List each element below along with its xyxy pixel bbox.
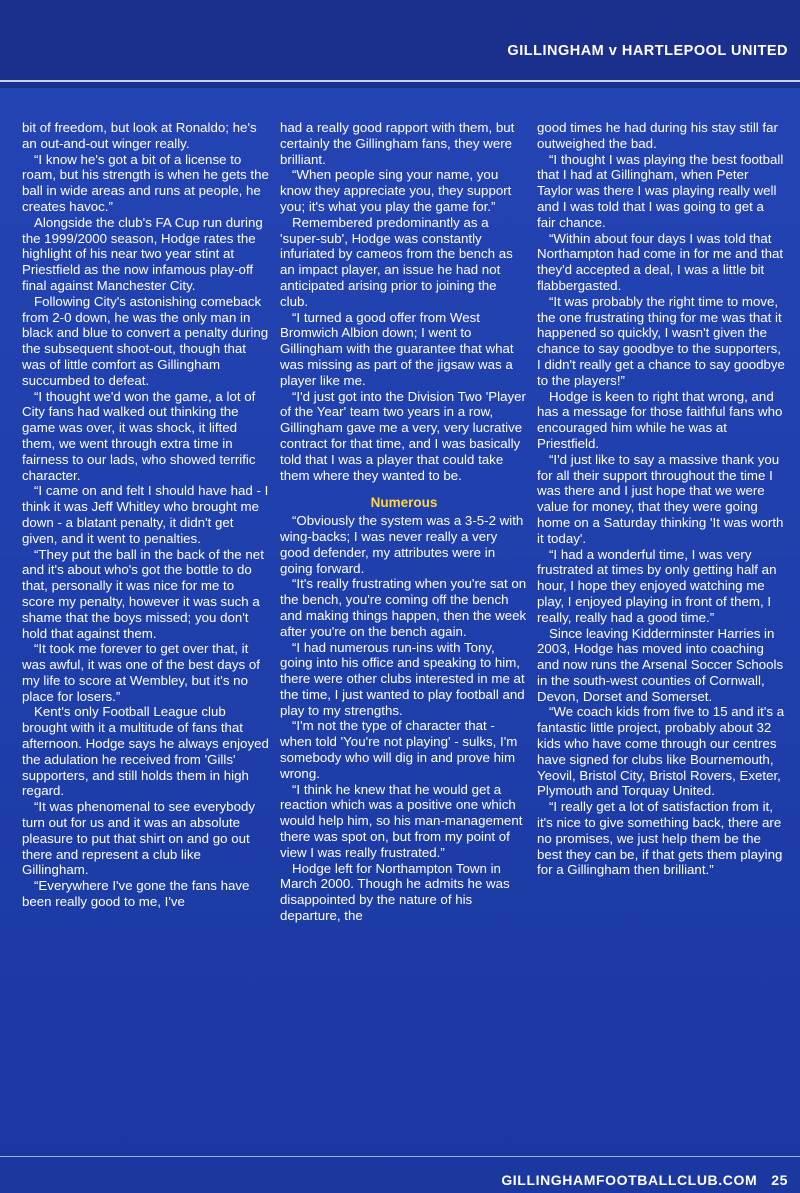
paragraph: “It's really frustrating when you're sat on the bench, you're coming off the bench and making things happen, then the week after you're on the bench again. (280, 576, 527, 639)
footer-website: GILLINGHAMFOOTBALLCLUB.COM (501, 1172, 758, 1188)
footer-divider (0, 1156, 800, 1157)
article-column-2 (280, 120, 528, 924)
paragraph: “It was probably the right time to move, the one frustrating thing for me was that it happened so quickly, I wasn't given the chance to say goodbye to the supporters, I didn't really get a chance to say goodbye to the players!” (537, 293, 785, 388)
paragraph: “They put the ball in the back of the net and it's about who's got the bottle to do that, personally it was nice for me to score my penalty, however it was such a shame that the boys missed; you don't hold that against them. (22, 546, 264, 641)
paragraph: had a really good rapport with them, but certainly the Gillingham fans, they were brilliant. (280, 120, 515, 167)
paragraph: “It was phenomenal to see everybody turn out for us and it was an absolute pleasure to put that shirt on and go out there and represent a club like Gillingham. (22, 799, 256, 878)
paragraph: “I'd just like to say a massive thank you for all their support throughout the time I was there and I just hope that we were value for money, that they were going home on a Saturday thinking 'It was worth it today'. (537, 451, 784, 546)
paragraph: “I turned a good offer from West Bromwich Albion down; I went to Gillingham with the guarantee that what was missing as part of the jigsaw was a player like me. (280, 309, 514, 388)
paragraph: Hodge is keen to right that wrong, and has a message for those faithful fans who encouraged him while he was at Priestfield. (537, 388, 783, 451)
paragraph: Remembered predominantly as a 'super-sub', Hodge was constantly infuriated by cameos from the bench as an impact player, an issue he had not anticipated arising prior to joining the club. (280, 214, 513, 309)
paragraph: “I'm not the type of character that - when told 'You're not playing' - sulks, I'm somebody who will dig in and prove him wrong. (280, 718, 518, 781)
article-body (0, 88, 800, 1193)
paragraph: “Within about four days I was told that Northampton had come in for me and that they'd accepted a deal, I was a little bit flabbergasted. (537, 230, 784, 293)
paragraph: “I thought we'd won the game, a lot of City fans had walked out thinking the game was over, it was shock, it lifted them, we went through extra time in fairness to our lads, who showed terrific character. (22, 388, 256, 483)
paragraph: “Everywhere I've gone the fans have been really good to me, I've (22, 878, 250, 910)
paragraph: Since leaving Kidderminster Harries in 2003, Hodge has moved into coaching and now runs the Arsenal Soccer Schools in the south-west counties of Cornwall, Devon, Dorset and Somerset. (537, 625, 784, 704)
paragraph: “It took me forever to get over that, it was awful, it was one of the best days of my life to score at Wembley, but it's no place for losers.” (22, 641, 260, 704)
paragraph: “Obviously the system was a 3-5-2 with wing-backs; I was never really a very good defender, my attributes were in going forward. (280, 513, 524, 576)
page-footer (501, 1172, 788, 1188)
paragraph: Kent's only Football League club brought with it a multitude of fans that afternoon. Hodge says he always enjoyed the adulation he received from 'Gills' supporters, and still holds them in high regard. (22, 704, 269, 799)
paragraph: good times he had during his stay still far outweighed the bad. (537, 120, 778, 151)
header-divider (0, 80, 800, 82)
paragraph: Hodge left for Northampton Town in March 2000. Though he admits he was disappointed by the nature of his departure, the (280, 860, 510, 924)
article-column-1 (22, 120, 270, 910)
article-column-3 (537, 120, 785, 878)
section-subheading: Numerous (370, 495, 438, 511)
paragraph: “When people sing your name, you know they appreciate you, they support you; it's what you play the game for.” (280, 167, 512, 214)
paragraph: “We coach kids from five to 15 and it's a fantastic little project, probably about 32 kids who have come through our centres have signed for clubs like Bournemouth, Yeovil, Bristol City, Bristol Rovers, Exeter, Plymouth and Torquay United. (537, 704, 785, 799)
page-number: 25 (771, 1172, 788, 1188)
paragraph: “I really get a lot of satisfaction from it, it's nice to give something back, there are no promises, we just help them be the best they can be, if that gets them playing for a Gillingham then brilliant.” (537, 799, 783, 878)
page-header-title: GILLINGHAM v HARTLEPOOL UNITED (507, 43, 788, 59)
paragraph: Following City's astonishing comeback from 2-0 down, he was the only man in black and blue to convert a penalty during the subsequent shoot-out, though that was of little comfort as Gillingham succumbed to defeat. (22, 293, 269, 388)
header-band (0, 0, 800, 88)
paragraph: “I came on and felt I should have had - I think it was Jeff Whitley who brought me down - a blatant penalty, it didn't get given, and it went to penalties. (22, 483, 269, 546)
paragraph: “I know he's got a bit of a license to roam, but his strength is when he gets the ball in wide areas and runs at people, he creates havoc.” (22, 151, 269, 214)
paragraph: “I had a wonderful time, I was very frustrated at times by only getting half an hour, I hope they enjoyed watching me play, I enjoyed playing in front of them, I really, really had a good time.” (537, 546, 777, 625)
paragraph: “I'd just got into the Division Two 'Player of the Year' team two years in a row, Gillingham gave me a very, very lucrative contract for that time, and I was basically told that I was a player that could take them where they wanted to be. (280, 388, 526, 483)
paragraph: Alongside the club's FA Cup run during the 1999/2000 season, Hodge rates the highlight of his near two year stint at Priestfield as the now infamous play-off final against Manchester City. (22, 214, 263, 293)
paragraph: “I thought I was playing the best football that I had at Gillingham, when Peter Taylor was there I was playing really well and I was told that I was going to get a fair chance. (537, 151, 784, 230)
paragraph: “I had numerous run-ins with Tony, going into his office and speaking to him, there were other clubs interested in me at the time, I just wanted to play football and play to my strengths. (280, 639, 525, 718)
paragraph: “I think he knew that he would get a reaction which was a positive one which would help him, so his man-management there was spot on, but from my point of view I was really frustrated.” (280, 781, 523, 860)
paragraph: bit of freedom, but look at Ronaldo; he's an out-and-out winger really. (22, 120, 257, 151)
